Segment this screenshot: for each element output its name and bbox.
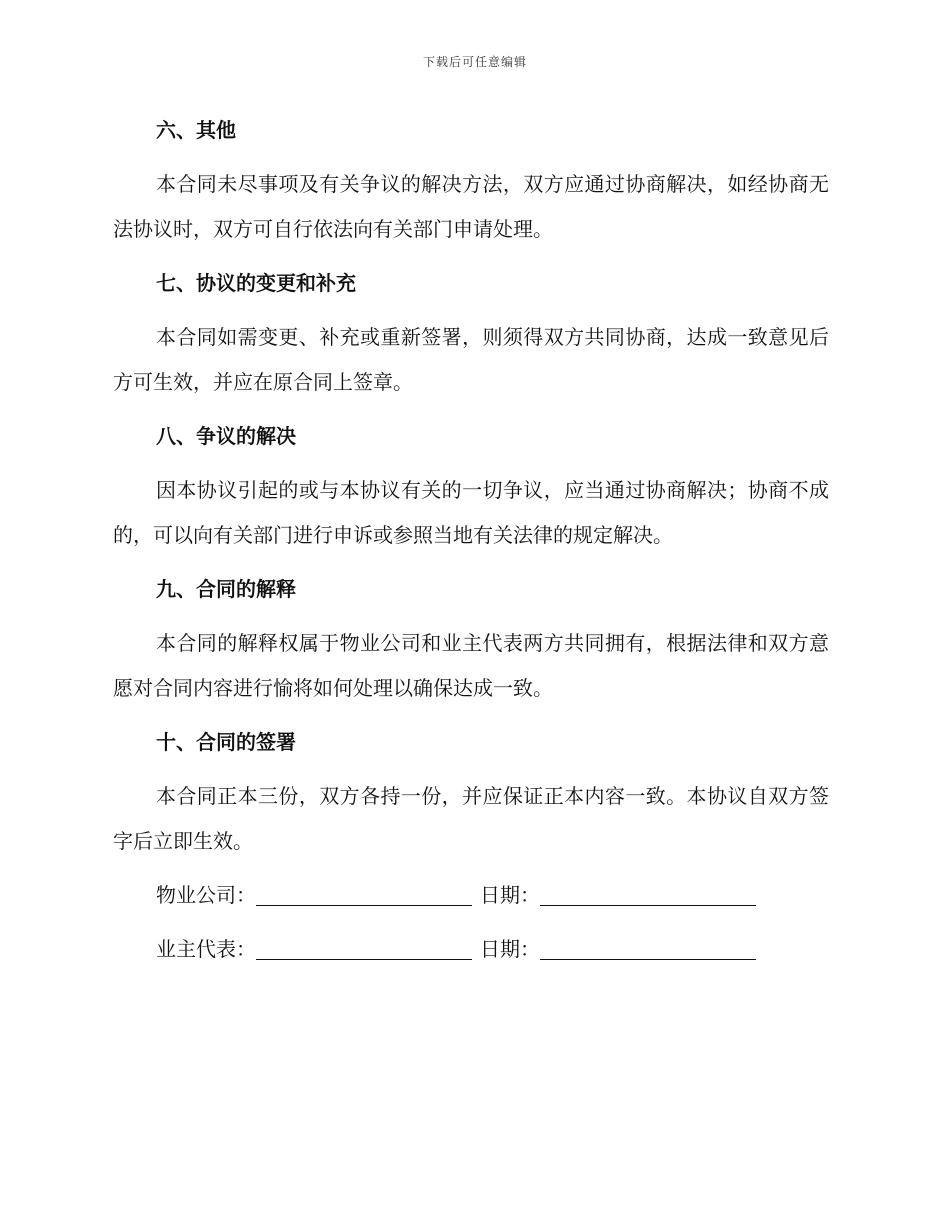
document-body <box>113 108 829 972</box>
property-company-date-label: 日期： <box>480 883 540 907</box>
signature-line-property-company <box>113 873 829 918</box>
section-10-title: 十、合同的签署 <box>156 730 296 754</box>
property-company-label: 物业公司： <box>156 883 256 907</box>
section-7-title: 七、协议的变更和补充 <box>156 271 356 295</box>
section-8-title: 八、争议的解决 <box>156 424 296 448</box>
owner-representative-signature-blank[interactable] <box>256 927 472 960</box>
property-company-date-blank[interactable] <box>540 873 756 906</box>
section-8-body: 因本协议引起的或与本协议有关的一切争议，应当通过协商解决；协商不成的，可以向有关部门进行申诉或参照当地有关法律的规定解决。 <box>113 478 829 547</box>
page-header: 下载后可任意编辑 <box>422 55 527 69</box>
section-7-body: 本合同如需变更、补充或重新签署，则须得双方共同协商，达成一致意见后方可生效，并应在原合同上签章。 <box>113 325 829 394</box>
property-company-signature-blank[interactable] <box>256 873 472 906</box>
section-9-body: 本合同的解释权属于物业公司和业主代表两方共同拥有，根据法律和双方意愿对合同内容进行愉将如何处理以确保达成一致。 <box>113 631 829 700</box>
owner-representative-label: 业主代表： <box>156 937 256 961</box>
owner-representative-date-label: 日期： <box>480 937 540 961</box>
section-10-body: 本合同正本三份，双方各持一份，并应保证正本内容一致。本协议自双方签字后立即生效。 <box>113 784 829 853</box>
section-6-title: 六、其他 <box>156 118 236 142</box>
section-6-body: 本合同未尽事项及有关争议的解决方法，双方应通过协商解决，如经协商无法协议时，双方可自行依法向有关部门申请处理。 <box>113 172 829 241</box>
signature-line-owner-representative <box>113 927 829 972</box>
section-9-title: 九、合同的解释 <box>156 577 296 601</box>
owner-representative-date-blank[interactable] <box>540 927 756 960</box>
